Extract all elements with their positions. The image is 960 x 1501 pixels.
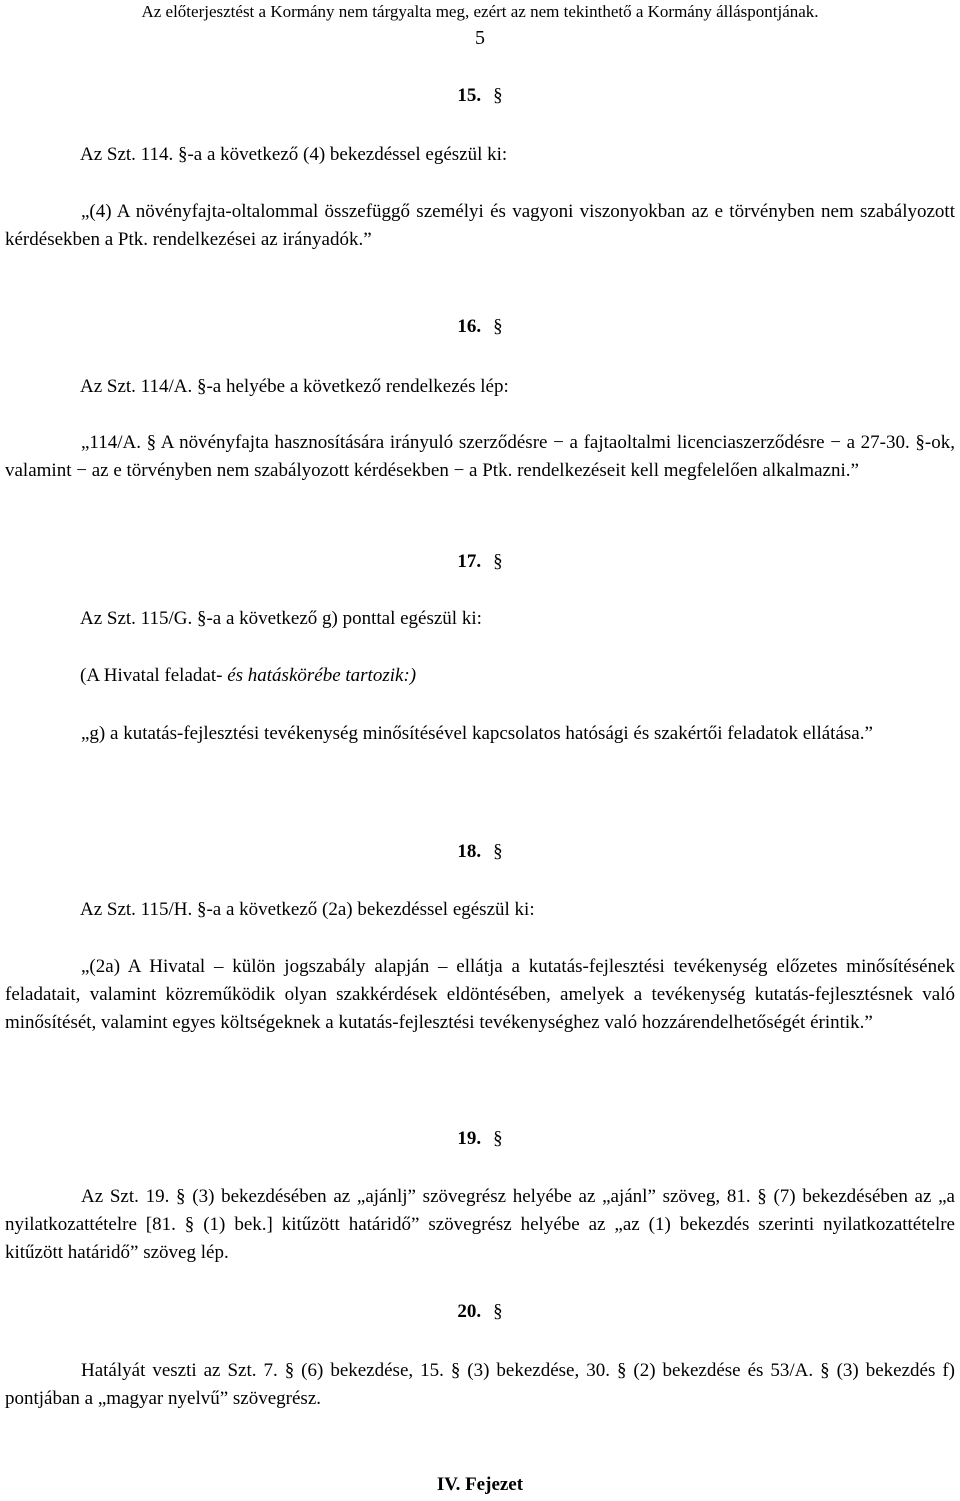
context-prefix: (A Hivatal feladat-	[80, 665, 228, 686]
section-intro-18: Az Szt. 115/H. §-a a következő (2a) bekezdéssel egészül ki:	[80, 899, 535, 920]
section-text-16: „114/A. § A növényfajta hasznosítására irányuló szerződésre − a fajtaoltalmi licenciaszerződésre − a 27-30. §-ok, valamint − az e törvényben nem szabályozott kérdésekben − a Ptk. rendelkezéseit kell megfelelően alkalmazni.”	[5, 432, 955, 481]
section-number: 16.	[457, 316, 482, 337]
section-text-19: Az Szt. 19. § (3) bekezdésében az „ajánlj” szövegrész helyébe az „ajánl” szöveg, 81. § (7) bekezdésében az „a nyilatkozattételre [81. § (1) bek.] kitűzött határidő” szövegrész helyébe az „az (1) bekezdés szerinti nyilatkozattételre kitűzött határidő” szöveg lép.	[5, 1186, 955, 1263]
section-symbol: §	[493, 316, 503, 337]
section-context-17	[80, 662, 416, 690]
section-intro-15: Az Szt. 114. §-a a következő (4) bekezdéssel egészül ki:	[80, 144, 508, 165]
section-heading-19	[0, 1127, 960, 1151]
section-text-20: Hatályát veszti az Szt. 7. § (6) bekezdése, 15. § (3) bekezdése, 30. § (2) bekezdése és 53/A. § (3) bekezdés f) pontjában a „magyar nyelvű” szövegrész.	[5, 1360, 955, 1409]
section-number: 18.	[457, 841, 482, 862]
section-number: 15.	[457, 85, 482, 106]
section-symbol: §	[493, 551, 503, 572]
section-number: 20.	[457, 1301, 482, 1322]
section-text-18: „(2a) A Hivatal – külön jogszabály alapján – ellátja a kutatás-fejlesztési tevékenység előzetes minősítésének feladatait, valamint közreműködik olyan szakkérdések eldöntésében, amelyek a tevékenység kutatás-fejlesztésnek való minősítését, valamint egyes költségeknek a kutatás-fejlesztési tevékenységhez való hozzárendelhetőségét érintik.”	[5, 956, 955, 1033]
section-heading-16	[0, 315, 960, 339]
section-number: 17.	[457, 551, 482, 572]
page-number: 5	[475, 27, 485, 49]
section-heading-18	[0, 840, 960, 864]
section-text-17: „g) a kutatás-fejlesztési tevékenység minősítésével kapcsolatos hatósági és szakértői feladatok ellátása.”	[81, 723, 873, 744]
section-intro-16: Az Szt. 114/A. §-a helyébe a következő rendelkezés lép:	[80, 376, 509, 397]
section-symbol: §	[493, 1301, 503, 1322]
section-symbol: §	[493, 841, 503, 862]
section-symbol: §	[493, 1128, 503, 1149]
section-heading-15	[0, 84, 960, 108]
chapter-title: IV. Fejezet	[436, 1474, 524, 1495]
section-text-15: „(4) A növényfajta-oltalommal összefüggő személyi és vagyoni viszonyokban az e törvényben nem szabályozott kérdésekben a Ptk. rendelkezései az irányadók.”	[5, 201, 955, 250]
section-intro-17: Az Szt. 115/G. §-a a következő g) ponttal egészül ki:	[80, 608, 482, 629]
section-symbol: §	[493, 85, 503, 106]
section-heading-17	[0, 550, 960, 574]
section-number: 19.	[457, 1128, 482, 1149]
section-heading-20	[0, 1300, 960, 1324]
context-italic: és hatáskörébe tartozik:)	[227, 665, 417, 686]
header-disclaimer: Az előterjesztést a Kormány nem tárgyalta meg, ezért az nem tekinthető a Kormány álláspontjának.	[141, 2, 819, 21]
